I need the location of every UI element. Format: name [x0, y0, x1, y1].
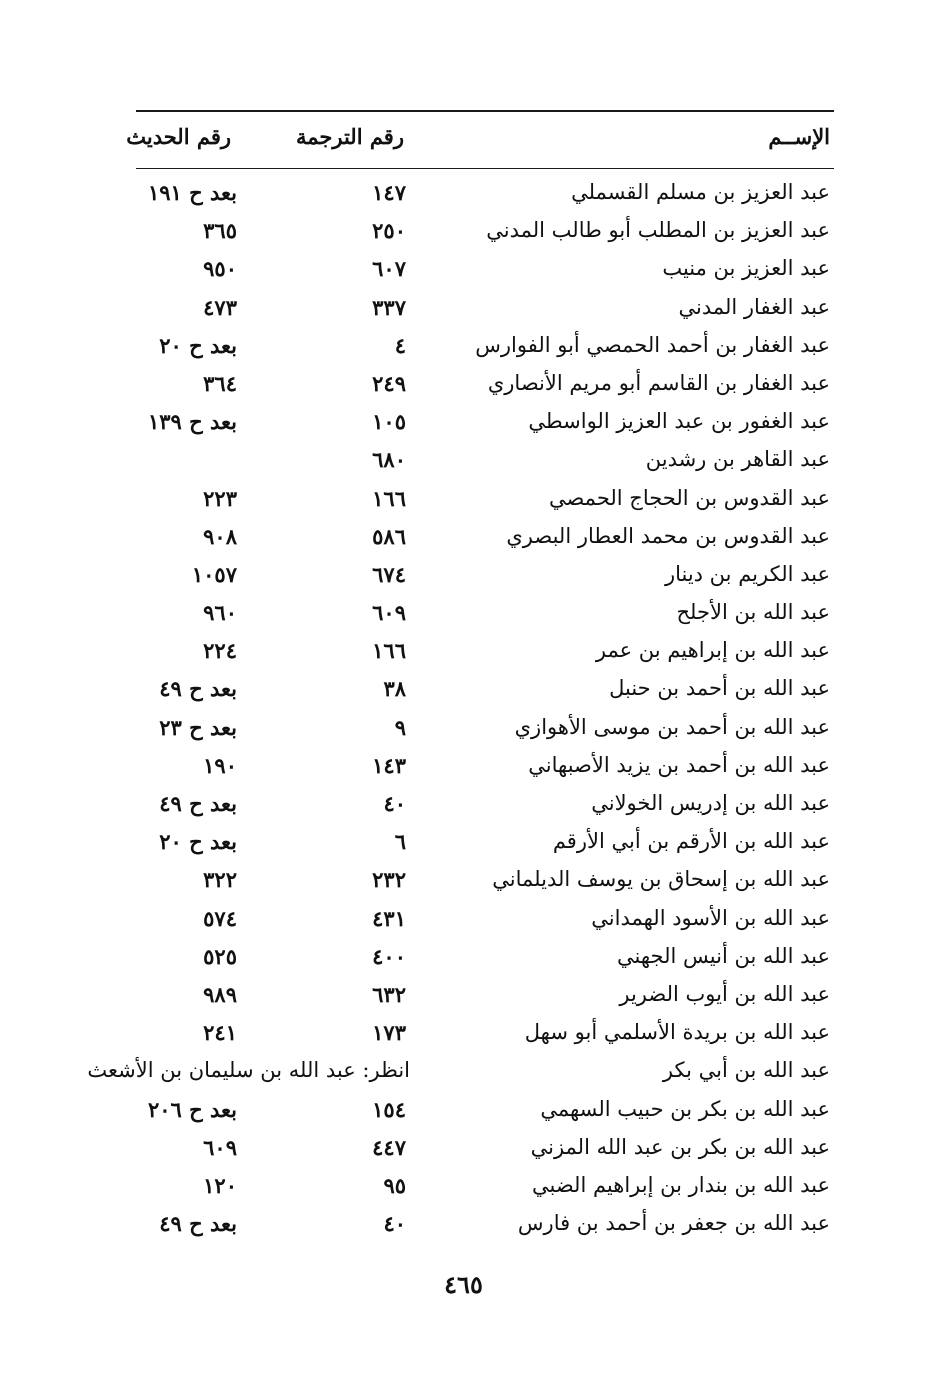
header-hadith: رقم الحديث	[126, 124, 231, 149]
tarjama-number: ٢٣٢	[372, 867, 406, 893]
see-reference: انظر: عبد الله بن سليمان بن الأشعث	[87, 1058, 410, 1083]
table-row	[0, 291, 927, 329]
tarjama-number: ١٥٤	[372, 1096, 406, 1122]
tarjama-number: ٦٠٧	[372, 256, 406, 282]
table-row	[0, 672, 927, 710]
table-row	[0, 596, 927, 634]
hadith-number: بعد ح ٢٠	[159, 332, 237, 358]
entry-name: عبد الغفار بن أحمد الحمصي أبو الفوارس	[475, 332, 830, 357]
tarjama-number: ٤٠	[383, 1211, 406, 1237]
entry-name: عبد العزيز بن منيب	[662, 256, 830, 281]
hadith-number: ٢٤١	[203, 1020, 237, 1046]
tarjama-number: ١٤٧	[372, 180, 406, 205]
tarjama-number: ١٧٣	[372, 1020, 406, 1046]
entry-name: عبد الله بن الأسود الهمداني	[591, 905, 830, 930]
hadith-number: ٣٦٤	[203, 370, 237, 396]
index-table	[0, 176, 927, 1245]
table-row	[0, 749, 927, 787]
entry-name: عبد الله بن بريدة الأسلمي أبو سهل	[524, 1020, 830, 1045]
tarjama-number: ٢٤٩	[372, 370, 406, 396]
tarjama-number: ٤٣١	[372, 905, 406, 931]
top-rule	[136, 110, 834, 112]
header-name: الإســم	[768, 124, 830, 149]
tarjama-number: ٤٠٠	[372, 943, 406, 969]
table-row	[0, 634, 927, 672]
table-row	[0, 711, 927, 749]
table-row	[0, 329, 927, 367]
table-row	[0, 1016, 927, 1054]
hadith-number: ١٢٠	[203, 1172, 237, 1198]
table-row	[0, 902, 927, 940]
entry-name: عبد الله بن أيوب الضرير	[619, 981, 830, 1006]
hadith-number: بعد ح ١٩١	[147, 180, 237, 205]
hadith-number: بعد ح ٤٩	[159, 791, 237, 816]
entry-name: عبد الله بن أحمد بن موسى الأهوازي	[514, 714, 830, 739]
table-row	[0, 520, 927, 558]
entry-name: عبد الغفار بن القاسم أبو مريم الأنصاري	[487, 370, 830, 395]
tarjama-number: ٥٨٦	[372, 523, 406, 549]
table-row	[0, 1169, 927, 1207]
entry-name: عبد العزيز بن المطلب أبو طالب المدني	[486, 218, 830, 243]
page-number: ٤٦٥	[444, 1270, 483, 1299]
tarjama-number: ٦٧٤	[372, 561, 406, 587]
hadith-number: ٦٠٩	[203, 1134, 237, 1160]
tarjama-number: ٦	[394, 829, 406, 855]
table-row	[0, 367, 927, 405]
entry-name: عبد الكريم بن دينار	[664, 561, 830, 586]
hadith-number: ٩٦٠	[203, 600, 237, 626]
tarjama-number: ١٠٥	[372, 409, 406, 435]
entry-name: عبد الغفور بن عبد العزيز الواسطي	[528, 409, 830, 434]
tarjama-number: ٦٨٠	[372, 447, 406, 473]
table-row	[0, 405, 927, 443]
table-row	[0, 443, 927, 481]
tarjama-number: ٩٥	[383, 1172, 406, 1198]
entry-name: عبد الله بن إسحاق بن يوسف الديلماني	[492, 867, 830, 892]
tarjama-number: ٩	[394, 714, 406, 740]
tarjama-number: ١٦٦	[372, 638, 406, 664]
table-row	[0, 787, 927, 825]
tarjama-number: ١٤٣	[372, 752, 406, 778]
hadith-number: ٤٧٣	[203, 294, 237, 320]
hadith-number: ٣٦٥	[203, 218, 237, 244]
table-row	[0, 1207, 927, 1245]
hadith-number: ٢٢٤	[203, 638, 237, 664]
entry-name: عبد القدوس بن محمد العطار البصري	[506, 523, 830, 548]
tarjama-number: ٣٣٧	[372, 294, 406, 320]
hadith-number: ٥٧٤	[203, 905, 237, 931]
hadith-number: ٣٢٢	[203, 867, 237, 893]
hadith-number: بعد ح ٤٩	[159, 676, 237, 702]
tarjama-number: ٦٣٢	[372, 981, 406, 1007]
entry-name: عبد القاهر بن رشدين	[645, 447, 830, 472]
entry-name: عبد العزيز بن مسلم القسملي	[571, 180, 830, 204]
hadith-number: ٥٢٥	[203, 943, 237, 969]
hadith-number: بعد ح ٢٠٦	[147, 1096, 237, 1122]
entry-name: عبد الله بن الأرقم بن أبي الأرقم	[552, 829, 830, 854]
header-rule	[136, 168, 834, 169]
table-row	[0, 1093, 927, 1131]
entry-name: عبد الله بن بكر بن عبد الله المزني	[530, 1134, 830, 1159]
hadith-number: ١٩٠	[203, 752, 237, 778]
hadith-number: بعد ح ٤٩	[159, 1211, 237, 1237]
entry-name: عبد الله بن إبراهيم بن عمر	[595, 638, 830, 663]
table-row	[0, 558, 927, 596]
tarjama-number: ٢٥٠	[372, 218, 406, 244]
hadith-number: ١٠٥٧	[191, 561, 237, 587]
table-row	[0, 1054, 927, 1092]
entry-name: عبد الله بن أنيس الجهني	[617, 943, 830, 968]
tarjama-number: ٣٨	[383, 676, 406, 702]
header-tarjama: رقم الترجمة	[295, 124, 404, 149]
tarjama-number: ٤	[394, 332, 406, 358]
tarjama-number: ٤٠	[383, 791, 406, 816]
hadith-number: بعد ح ١٣٩	[147, 409, 237, 435]
entry-name: عبد الله بن إدريس الخولاني	[591, 791, 830, 815]
table-row	[0, 252, 927, 290]
entry-name: عبد الله بن أحمد بن حنبل	[609, 676, 830, 701]
entry-name: عبد الله بن أبي بكر	[662, 1058, 830, 1083]
entry-name: عبد الغفار المدني	[678, 294, 830, 319]
table-row	[0, 1131, 927, 1169]
entry-name: عبد الله بن بندار بن إبراهيم الضبي	[532, 1172, 830, 1197]
tarjama-number: ٤٤٧	[372, 1134, 406, 1160]
hadith-number: بعد ح ٢٠	[159, 829, 237, 855]
table-row	[0, 863, 927, 901]
tarjama-number: ١٦٦	[372, 485, 406, 511]
entry-name: عبد القدوس بن الحجاج الحمصي	[548, 485, 830, 510]
table-row	[0, 482, 927, 520]
entry-name: عبد الله بن بكر بن حبيب السهمي	[540, 1096, 830, 1121]
hadith-number: ٢٢٣	[203, 485, 237, 511]
entry-name: عبد الله بن الأجلح	[676, 600, 830, 625]
hadith-number: ٩٠٨	[203, 523, 237, 549]
entry-name: عبد الله بن أحمد بن يزيد الأصبهاني	[528, 752, 830, 777]
hadith-number: بعد ح ٢٣	[159, 714, 237, 740]
table-row	[0, 825, 927, 863]
table-row	[0, 978, 927, 1016]
table-row	[0, 214, 927, 252]
table-row	[0, 176, 927, 214]
entry-name: عبد الله بن جعفر بن أحمد بن فارس	[517, 1211, 830, 1236]
hadith-number: ٩٨٩	[203, 981, 237, 1007]
hadith-number: ٩٥٠	[203, 256, 237, 282]
table-row	[0, 940, 927, 978]
tarjama-number: ٦٠٩	[372, 600, 406, 626]
